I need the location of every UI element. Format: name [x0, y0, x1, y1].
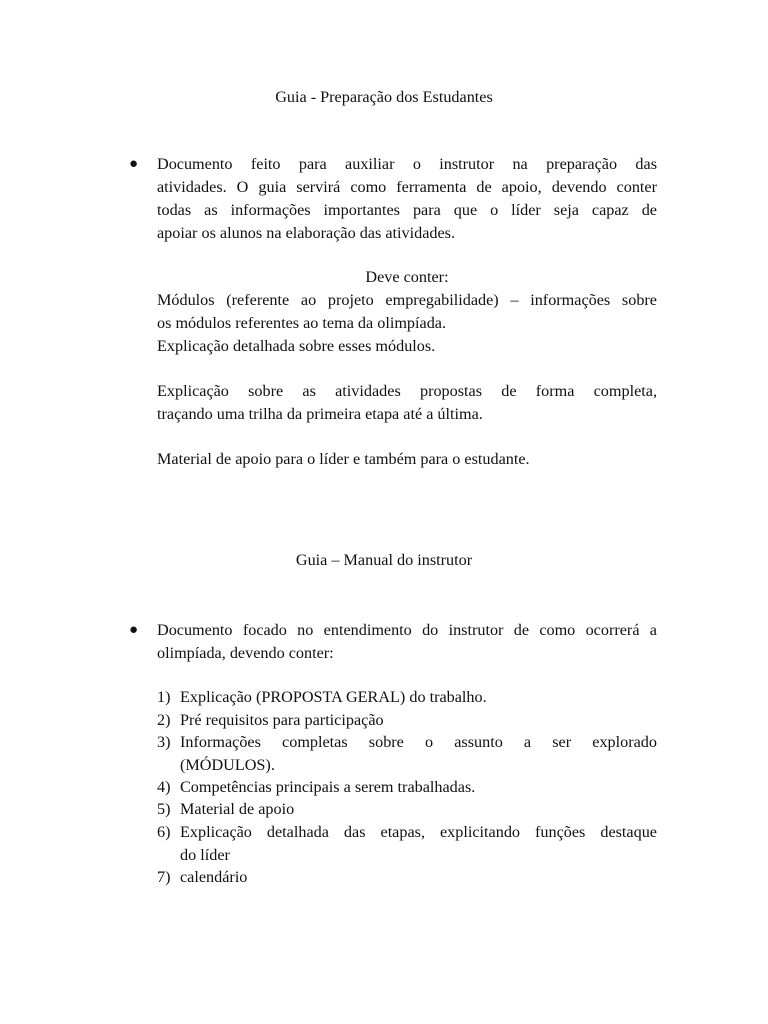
text-line: traçando uma trilha da primeira etapa até a última.: [157, 405, 483, 423]
section1-intro-paragraph: [157, 153, 657, 245]
list-text: Pré requisitos para participação: [180, 711, 384, 729]
list-item: [157, 731, 657, 777]
text-line: Explicação detalhada sobre esses módulos.: [157, 337, 436, 355]
list-item: [157, 798, 657, 821]
list-text: Material de apoio: [180, 800, 295, 818]
list-text: calendário: [180, 868, 248, 886]
text-line: apoiar os alunos na elaboração das atividades.: [157, 224, 456, 242]
deve-conter-label: Deve conter:: [365, 268, 449, 286]
list-item: [157, 686, 657, 709]
list-text: Informações completas sobre o assunto a ser explorado: [180, 733, 657, 751]
list-text: (MÓDULOS).: [180, 756, 275, 774]
modulos-paragraph: [157, 289, 657, 358]
bullet-icon: ●: [129, 622, 139, 638]
text-line: atividades. O guia servirá como ferramenta de apoio, devendo conter: [157, 178, 657, 196]
bullet-icon: ●: [129, 156, 139, 172]
section1-title: Guia - Preparação dos Estudantes: [275, 88, 493, 106]
list-number: 2): [157, 711, 171, 729]
list-number: 7): [157, 868, 171, 886]
list-number: 3): [157, 733, 171, 751]
list-text: Competências principais a serem trabalhadas.: [180, 778, 476, 796]
text-line: os módulos referentes ao tema da olimpíada.: [157, 314, 447, 332]
list-item: [157, 866, 657, 889]
text-line: olimpíada, devendo conter:: [157, 644, 334, 662]
list-number: 1): [157, 688, 171, 706]
material-paragraph: Material de apoio para o líder e também para o estudante.: [157, 450, 530, 468]
list-item: [157, 821, 657, 867]
list-item: [157, 709, 657, 732]
list-text: Explicação detalhada das etapas, explicitando funções destaque: [180, 823, 657, 841]
list-text: Explicação (PROPOSTA GERAL) do trabalho.: [180, 688, 487, 706]
list-number: 4): [157, 778, 171, 796]
text-line: Módulos (referente ao projeto empregabilidade) – informações sobre: [157, 291, 657, 309]
list-number: 6): [157, 823, 171, 841]
text-line: Documento focado no entendimento do instrutor de como ocorrerá a: [157, 621, 657, 639]
atividades-paragraph: [157, 380, 657, 426]
section2-title: Guia – Manual do instrutor: [295, 551, 473, 569]
list-item: [157, 776, 657, 799]
text-line: Documento feito para auxiliar o instrutor na preparação das: [157, 155, 657, 173]
text-line: todas as informações importantes para que o líder seja capaz de: [157, 201, 657, 219]
section2-intro-paragraph: [157, 619, 657, 665]
text-line: Explicação sobre as atividades propostas de forma completa,: [157, 382, 657, 400]
list-text: do líder: [180, 846, 230, 864]
list-number: 5): [157, 800, 171, 818]
